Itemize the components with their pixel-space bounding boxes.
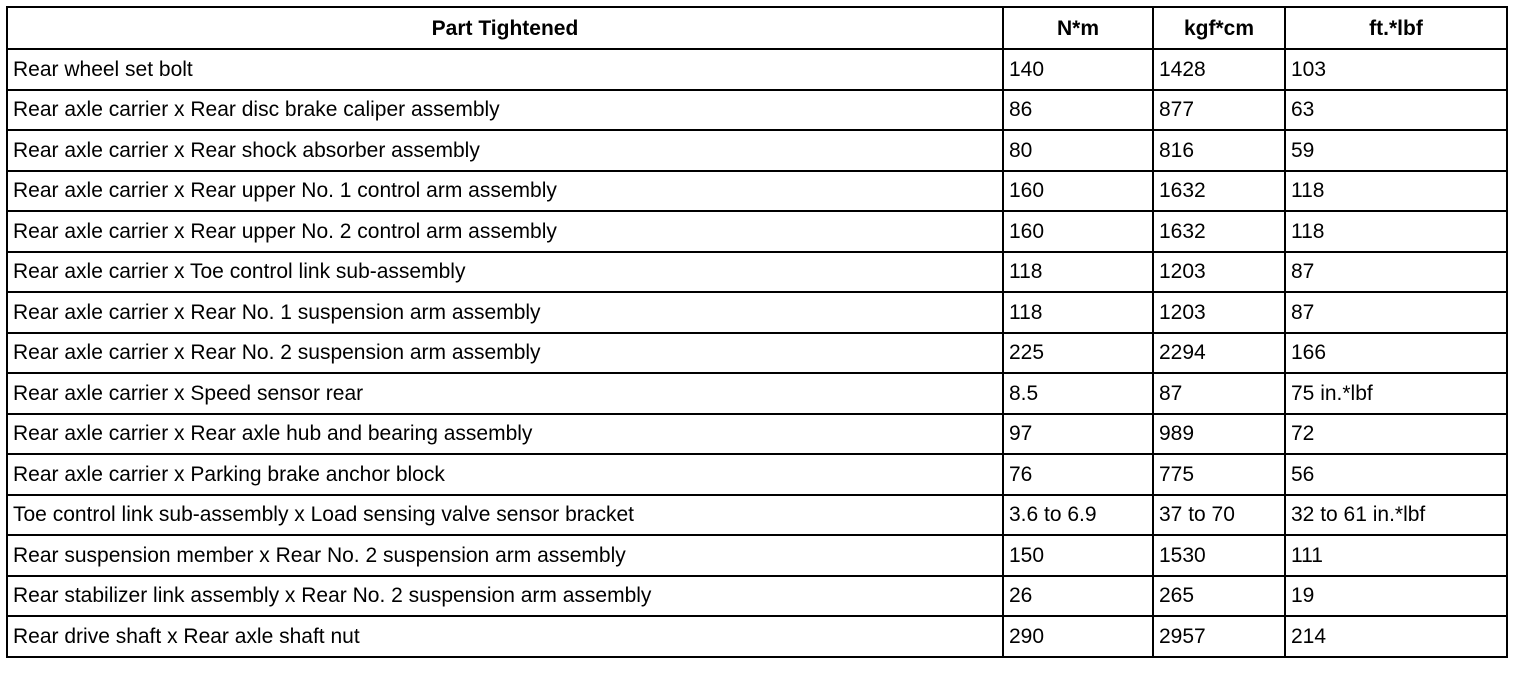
- table-row: [7, 495, 1507, 536]
- cell-part-tightened: Rear axle carrier x Rear No. 2 suspension arm assembly: [7, 333, 1003, 374]
- table-row: [7, 535, 1507, 576]
- cell-ft-lbf: 59: [1285, 130, 1507, 171]
- cell-nm: 26: [1003, 576, 1153, 617]
- cell-part-tightened: Rear axle carrier x Toe control link sub-assembly: [7, 252, 1003, 293]
- table-row: [7, 373, 1507, 414]
- cell-kgf-cm: 1203: [1153, 252, 1285, 293]
- table-row: [7, 414, 1507, 455]
- cell-part-tightened: Rear axle carrier x Rear disc brake caliper assembly: [7, 90, 1003, 131]
- cell-kgf-cm: 1428: [1153, 49, 1285, 90]
- cell-part-tightened: Rear drive shaft x Rear axle shaft nut: [7, 616, 1003, 657]
- cell-kgf-cm: 877: [1153, 90, 1285, 131]
- cell-nm: 8.5: [1003, 373, 1153, 414]
- torque-spec-table: [6, 6, 1508, 658]
- cell-ft-lbf: 87: [1285, 252, 1507, 293]
- header-kgf-cm: kgf*cm: [1153, 7, 1285, 49]
- cell-nm: 290: [1003, 616, 1153, 657]
- cell-kgf-cm: 775: [1153, 454, 1285, 495]
- header-part-tightened: Part Tightened: [7, 7, 1003, 49]
- cell-kgf-cm: 265: [1153, 576, 1285, 617]
- cell-kgf-cm: 1203: [1153, 292, 1285, 333]
- cell-kgf-cm: 1632: [1153, 171, 1285, 212]
- cell-kgf-cm: 989: [1153, 414, 1285, 455]
- cell-ft-lbf: 166: [1285, 333, 1507, 374]
- cell-kgf-cm: 816: [1153, 130, 1285, 171]
- cell-nm: 118: [1003, 292, 1153, 333]
- cell-kgf-cm: 1530: [1153, 535, 1285, 576]
- table-row: [7, 454, 1507, 495]
- cell-ft-lbf: 118: [1285, 171, 1507, 212]
- table-row: [7, 616, 1507, 657]
- cell-part-tightened: Rear stabilizer link assembly x Rear No. 2 suspension arm assembly: [7, 576, 1003, 617]
- table-row: [7, 49, 1507, 90]
- table-row: [7, 252, 1507, 293]
- table-body: [7, 49, 1507, 657]
- cell-ft-lbf: 56: [1285, 454, 1507, 495]
- cell-part-tightened: Rear axle carrier x Rear upper No. 2 control arm assembly: [7, 211, 1003, 252]
- cell-ft-lbf: 63: [1285, 90, 1507, 131]
- torque-spec-table-container: [6, 6, 1506, 658]
- header-nm: N*m: [1003, 7, 1153, 49]
- cell-nm: 86: [1003, 90, 1153, 131]
- cell-kgf-cm: 1632: [1153, 211, 1285, 252]
- cell-ft-lbf: 19: [1285, 576, 1507, 617]
- cell-kgf-cm: 37 to 70: [1153, 495, 1285, 536]
- table-header-row: [7, 7, 1507, 49]
- cell-ft-lbf: 87: [1285, 292, 1507, 333]
- cell-part-tightened: Rear axle carrier x Speed sensor rear: [7, 373, 1003, 414]
- cell-nm: 3.6 to 6.9: [1003, 495, 1153, 536]
- cell-nm: 97: [1003, 414, 1153, 455]
- cell-ft-lbf: 32 to 61 in.*lbf: [1285, 495, 1507, 536]
- cell-nm: 80: [1003, 130, 1153, 171]
- table-row: [7, 333, 1507, 374]
- cell-part-tightened: Toe control link sub-assembly x Load sensing valve sensor bracket: [7, 495, 1003, 536]
- cell-kgf-cm: 2957: [1153, 616, 1285, 657]
- cell-part-tightened: Rear wheel set bolt: [7, 49, 1003, 90]
- table-row: [7, 90, 1507, 131]
- table-row: [7, 171, 1507, 212]
- cell-kgf-cm: 87: [1153, 373, 1285, 414]
- cell-part-tightened: Rear axle carrier x Parking brake anchor block: [7, 454, 1003, 495]
- table-row: [7, 292, 1507, 333]
- cell-ft-lbf: 72: [1285, 414, 1507, 455]
- table-row: [7, 130, 1507, 171]
- cell-nm: 76: [1003, 454, 1153, 495]
- cell-ft-lbf: 118: [1285, 211, 1507, 252]
- cell-nm: 140: [1003, 49, 1153, 90]
- table-row: [7, 576, 1507, 617]
- cell-kgf-cm: 2294: [1153, 333, 1285, 374]
- cell-nm: 225: [1003, 333, 1153, 374]
- cell-nm: 160: [1003, 171, 1153, 212]
- cell-part-tightened: Rear suspension member x Rear No. 2 suspension arm assembly: [7, 535, 1003, 576]
- table-row: [7, 211, 1507, 252]
- cell-ft-lbf: 111: [1285, 535, 1507, 576]
- cell-part-tightened: Rear axle carrier x Rear axle hub and bearing assembly: [7, 414, 1003, 455]
- cell-part-tightened: Rear axle carrier x Rear upper No. 1 control arm assembly: [7, 171, 1003, 212]
- cell-ft-lbf: 103: [1285, 49, 1507, 90]
- cell-ft-lbf: 214: [1285, 616, 1507, 657]
- cell-part-tightened: Rear axle carrier x Rear No. 1 suspension arm assembly: [7, 292, 1003, 333]
- cell-nm: 118: [1003, 252, 1153, 293]
- cell-nm: 160: [1003, 211, 1153, 252]
- header-ft-lbf: ft.*lbf: [1285, 7, 1507, 49]
- cell-ft-lbf: 75 in.*lbf: [1285, 373, 1507, 414]
- cell-nm: 150: [1003, 535, 1153, 576]
- cell-part-tightened: Rear axle carrier x Rear shock absorber assembly: [7, 130, 1003, 171]
